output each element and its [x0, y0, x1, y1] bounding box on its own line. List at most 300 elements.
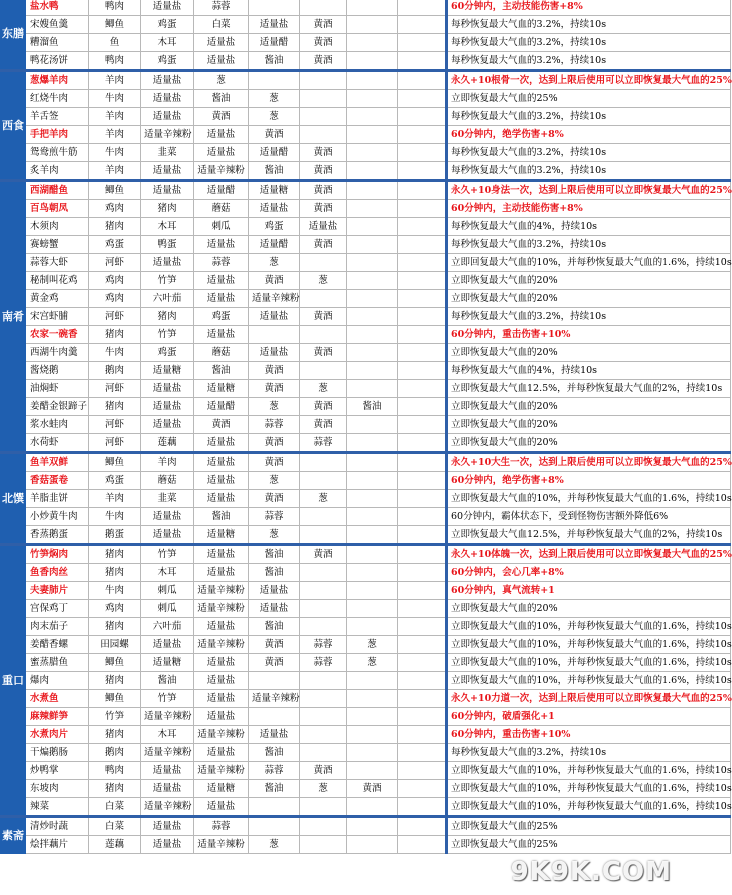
dish-effect: 每秒恢复最大气血的3.2%，持续10s	[447, 34, 731, 52]
dish-effect: 永久+10大生一次，达到上限后使用可以立即恢复最大气血的25%	[447, 453, 731, 472]
recipe-row	[1, 200, 731, 218]
ingredient-cell	[347, 600, 398, 618]
recipe-row	[1, 162, 731, 181]
ingredient-cell: 羊肉	[141, 453, 194, 472]
dish-name: 小炒黄牛肉	[26, 508, 89, 526]
ingredient-cell: 黄酒	[249, 636, 300, 654]
ingredient-cell: 猪肉	[89, 780, 141, 798]
dish-effect: 立即恢复最大气血的10%，并每秒恢复最大气血的1.6%，持续10s	[447, 636, 731, 654]
dish-effect: 每秒恢复最大气血的3.2%，持续10s	[447, 144, 731, 162]
ingredient-cell: 蒜蓉	[194, 254, 249, 272]
ingredient-cell	[347, 218, 398, 236]
ingredient-cell: 鸡肉	[89, 600, 141, 618]
ingredient-cell: 葱	[347, 636, 398, 654]
ingredient-cell	[347, 434, 398, 453]
recipe-row	[1, 545, 731, 564]
recipe-row	[1, 16, 731, 34]
ingredient-cell: 鸡蛋	[141, 52, 194, 71]
ingredient-cell	[347, 34, 398, 52]
ingredient-cell: 鸡肉	[89, 200, 141, 218]
ingredient-cell	[347, 508, 398, 526]
ingredient-cell: 鲫鱼	[89, 181, 141, 200]
dish-effect: 立即恢复最大气血的20%	[447, 272, 731, 290]
ingredient-cell: 适量糖	[141, 654, 194, 672]
ingredient-cell: 猪肉	[89, 218, 141, 236]
dish-effect: 立即恢复最大气血的20%	[447, 434, 731, 453]
recipe-row	[1, 726, 731, 744]
ingredient-cell: 田园螺	[89, 636, 141, 654]
ingredient-cell: 黄酒	[347, 780, 398, 798]
dish-effect: 立即回复最大气血的10%，并每秒恢复最大气血的1.6%，持续10s	[447, 254, 731, 272]
ingredient-cell	[398, 453, 447, 472]
ingredient-cell: 黄酒	[249, 434, 300, 453]
ingredient-cell: 蒜蓉	[194, 0, 249, 16]
ingredient-cell: 刺瓜	[141, 582, 194, 600]
dish-name: 干煸鹅肠	[26, 744, 89, 762]
ingredient-cell: 鸡肉	[89, 290, 141, 308]
ingredient-cell	[347, 582, 398, 600]
ingredient-cell: 鲫鱼	[89, 16, 141, 34]
ingredient-cell: 白菜	[194, 16, 249, 34]
ingredient-cell	[347, 254, 398, 272]
dish-name: 手把羊肉	[26, 126, 89, 144]
dish-effect: 每秒恢复最大气血的3.2%，持续10s	[447, 308, 731, 326]
ingredient-cell: 适量盐	[141, 380, 194, 398]
ingredient-cell	[398, 34, 447, 52]
dish-effect: 立即恢复最大气血的10%，并每秒恢复最大气血的1.6%，持续10s	[447, 780, 731, 798]
ingredient-cell: 河虾	[89, 416, 141, 434]
ingredient-cell	[398, 162, 447, 181]
dish-name: 盐水鸭	[26, 0, 89, 16]
dish-name: 肉末茄子	[26, 618, 89, 636]
dish-effect: 立即恢复最大气血的20%	[447, 290, 731, 308]
dish-name: 烩拌藕片	[26, 836, 89, 854]
ingredient-cell: 适量辛辣粉	[194, 600, 249, 618]
ingredient-cell: 河虾	[89, 254, 141, 272]
ingredient-cell: 酱油	[194, 362, 249, 380]
ingredient-cell: 猪肉	[89, 618, 141, 636]
ingredient-cell: 适量盐	[141, 162, 194, 181]
ingredient-cell: 黄酒	[300, 344, 347, 362]
ingredient-cell	[398, 472, 447, 490]
ingredient-cell: 黄酒	[300, 144, 347, 162]
ingredient-cell: 适量盐	[141, 254, 194, 272]
recipe-row	[1, 108, 731, 126]
ingredient-cell	[347, 798, 398, 817]
ingredient-cell: 竹笋	[141, 272, 194, 290]
ingredient-cell	[347, 416, 398, 434]
ingredient-cell: 适量辛辣粉	[194, 582, 249, 600]
ingredient-cell: 适量糖	[194, 526, 249, 545]
ingredient-cell	[398, 71, 447, 90]
recipe-row	[1, 600, 731, 618]
ingredient-cell: 竹笋	[141, 326, 194, 344]
ingredient-cell: 鸭肉	[89, 52, 141, 71]
ingredient-cell	[300, 564, 347, 582]
ingredient-cell	[300, 744, 347, 762]
ingredient-cell	[347, 162, 398, 181]
ingredient-cell	[398, 780, 447, 798]
ingredient-cell	[398, 762, 447, 780]
recipe-row	[1, 453, 731, 472]
ingredient-cell	[347, 472, 398, 490]
ingredient-cell: 羊肉	[89, 490, 141, 508]
ingredient-cell: 黄酒	[300, 200, 347, 218]
ingredient-cell: 适量盐	[249, 344, 300, 362]
dish-effect: 60分钟内，霸体状态下，受到怪物伤害额外降低6%	[447, 508, 731, 526]
ingredient-cell	[249, 817, 300, 836]
ingredient-cell	[347, 144, 398, 162]
ingredient-cell: 适量盐	[194, 564, 249, 582]
ingredient-cell	[300, 708, 347, 726]
ingredient-cell: 适量盐	[194, 708, 249, 726]
ingredient-cell	[300, 798, 347, 817]
ingredient-cell: 适量辛辣粉	[194, 762, 249, 780]
recipe-row	[1, 636, 731, 654]
recipe-row	[1, 654, 731, 672]
ingredient-cell	[347, 564, 398, 582]
ingredient-cell: 适量辛辣粉	[249, 690, 300, 708]
ingredient-cell: 鱼	[89, 34, 141, 52]
ingredient-cell	[249, 798, 300, 817]
ingredient-cell	[398, 582, 447, 600]
dish-name: 红烧牛肉	[26, 90, 89, 108]
dish-name: 油焖虾	[26, 380, 89, 398]
ingredient-cell	[398, 672, 447, 690]
ingredient-cell: 适量盐	[194, 236, 249, 254]
ingredient-cell	[398, 636, 447, 654]
ingredient-cell	[347, 526, 398, 545]
ingredient-cell: 蒜蓉	[249, 762, 300, 780]
ingredient-cell: 适量盐	[141, 0, 194, 16]
ingredient-cell	[347, 744, 398, 762]
ingredient-cell: 鸭肉	[89, 0, 141, 16]
ingredient-cell: 适量盐	[194, 690, 249, 708]
dish-name: 香蒸鹅蛋	[26, 526, 89, 545]
ingredient-cell	[300, 508, 347, 526]
dish-name: 西湖牛肉羹	[26, 344, 89, 362]
recipe-row	[1, 344, 731, 362]
ingredient-cell	[398, 564, 447, 582]
ingredient-cell: 适量糖	[249, 181, 300, 200]
dish-effect: 每秒恢复最大气血的3.2%，持续10s	[447, 744, 731, 762]
ingredient-cell: 鸡肉	[89, 272, 141, 290]
ingredient-cell: 适量盐	[141, 181, 194, 200]
ingredient-cell: 羊肉	[89, 71, 141, 90]
recipe-row	[1, 582, 731, 600]
ingredient-cell	[398, 290, 447, 308]
ingredient-cell: 鸡蛋	[141, 344, 194, 362]
ingredient-cell: 黄酒	[300, 762, 347, 780]
ingredient-cell	[398, 526, 447, 545]
dish-effect: 立即恢复最大气血的25%	[447, 836, 731, 854]
ingredient-cell: 河虾	[89, 434, 141, 453]
ingredient-cell: 适量盐	[141, 780, 194, 798]
dish-name: 羊舌签	[26, 108, 89, 126]
ingredient-cell: 适量盐	[194, 326, 249, 344]
ingredient-cell	[300, 672, 347, 690]
ingredient-cell: 适量盐	[141, 416, 194, 434]
ingredient-cell	[347, 52, 398, 71]
ingredient-cell	[300, 0, 347, 16]
dish-effect: 立即恢复最大气血的10%，并每秒恢复最大气血的1.6%，持续10s	[447, 762, 731, 780]
recipe-row	[1, 362, 731, 380]
ingredient-cell	[398, 836, 447, 854]
ingredient-cell: 木耳	[141, 726, 194, 744]
ingredient-cell: 黄酒	[249, 380, 300, 398]
ingredient-cell: 刺瓜	[141, 600, 194, 618]
ingredient-cell: 黄酒	[249, 272, 300, 290]
ingredient-cell	[347, 362, 398, 380]
ingredient-cell: 适量盐	[141, 636, 194, 654]
dish-effect: 60分钟内，绝学伤害+8%	[447, 472, 731, 490]
ingredient-cell: 黄酒	[300, 181, 347, 200]
ingredient-cell: 黄酒	[300, 308, 347, 326]
dish-name: 炙羊肉	[26, 162, 89, 181]
dish-name: 糟溜鱼	[26, 34, 89, 52]
ingredient-cell: 牛肉	[89, 144, 141, 162]
ingredient-cell: 适量醋	[249, 34, 300, 52]
recipe-row	[1, 52, 731, 71]
ingredient-cell	[347, 490, 398, 508]
dish-name: 西湖醋鱼	[26, 181, 89, 200]
ingredient-cell: 竹笋	[89, 708, 141, 726]
recipe-row	[1, 380, 731, 398]
ingredient-cell	[347, 817, 398, 836]
ingredient-cell: 葱	[300, 380, 347, 398]
dish-effect: 60分钟内，重击伤害+10%	[447, 726, 731, 744]
ingredient-cell: 蒜蓉	[194, 817, 249, 836]
ingredient-cell	[300, 472, 347, 490]
dish-effect: 立即恢复最大气血的25%	[447, 817, 731, 836]
ingredient-cell	[300, 817, 347, 836]
ingredient-cell: 六叶茄	[141, 618, 194, 636]
ingredient-cell	[398, 344, 447, 362]
ingredient-cell: 酱油	[249, 545, 300, 564]
ingredient-cell	[249, 326, 300, 344]
ingredient-cell: 适量盐	[194, 472, 249, 490]
ingredient-cell	[398, 254, 447, 272]
dish-effect: 立即恢复最大气血的10%，并每秒恢复最大气血的1.6%，持续10s	[447, 490, 731, 508]
dish-effect: 每秒恢复最大气血的3.2%，持续10s	[447, 162, 731, 181]
ingredient-cell: 适量醋	[249, 144, 300, 162]
dish-effect: 永久+10力道一次，达到上限后使用可以立即恢复最大气血的25%	[447, 690, 731, 708]
recipe-row	[1, 236, 731, 254]
ingredient-cell	[347, 272, 398, 290]
ingredient-cell: 鸭蛋	[141, 236, 194, 254]
ingredient-cell: 适量盐	[194, 434, 249, 453]
category-label: 南肴	[1, 181, 26, 453]
recipe-row	[1, 817, 731, 836]
recipe-row	[1, 398, 731, 416]
ingredient-cell: 适量盐	[141, 108, 194, 126]
ingredient-cell: 木耳	[141, 34, 194, 52]
ingredient-cell: 黄酒	[249, 126, 300, 144]
ingredient-cell: 鸭肉	[89, 762, 141, 780]
ingredient-cell	[300, 836, 347, 854]
ingredient-cell: 鲫鱼	[89, 453, 141, 472]
recipe-row	[1, 434, 731, 453]
recipe-row	[1, 508, 731, 526]
ingredient-cell	[398, 398, 447, 416]
ingredient-cell: 韭菜	[141, 490, 194, 508]
ingredient-cell: 酱油	[249, 780, 300, 798]
ingredient-cell: 牛肉	[89, 90, 141, 108]
category-label: 西食	[1, 71, 26, 181]
ingredient-cell: 适量盐	[194, 618, 249, 636]
ingredient-cell	[300, 126, 347, 144]
dish-name: 水荷虾	[26, 434, 89, 453]
ingredient-cell	[398, 90, 447, 108]
ingredient-cell: 酱油	[249, 162, 300, 181]
ingredient-cell	[398, 144, 447, 162]
recipe-row	[1, 181, 731, 200]
dish-effect: 立即恢复最大气血的25%	[447, 90, 731, 108]
ingredient-cell: 猪肉	[89, 564, 141, 582]
ingredient-cell: 黄酒	[300, 16, 347, 34]
ingredient-cell: 酱油	[249, 744, 300, 762]
ingredient-cell: 适量糖	[141, 362, 194, 380]
dish-effect: 每秒恢复最大气血的3.2%，持续10s	[447, 108, 731, 126]
ingredient-cell	[398, 362, 447, 380]
ingredient-cell: 猪肉	[141, 200, 194, 218]
dish-effect: 60分钟内，重击伤害+10%	[447, 326, 731, 344]
dish-name: 辣菜	[26, 798, 89, 817]
ingredient-cell: 酱油	[194, 90, 249, 108]
ingredient-cell: 适量辛辣粉	[194, 726, 249, 744]
ingredient-cell: 适量辛辣粉	[249, 290, 300, 308]
dish-effect: 60分钟内，会心几率+8%	[447, 564, 731, 582]
ingredient-cell: 蒜蓉	[300, 654, 347, 672]
ingredient-cell: 鸡蛋	[89, 236, 141, 254]
ingredient-cell	[300, 582, 347, 600]
ingredient-cell: 酱油	[249, 564, 300, 582]
recipe-row	[1, 618, 731, 636]
ingredient-cell: 木耳	[141, 218, 194, 236]
ingredient-cell: 适量盐	[141, 90, 194, 108]
ingredient-cell	[398, 545, 447, 564]
ingredient-cell: 蒜蓉	[300, 636, 347, 654]
ingredient-cell	[347, 126, 398, 144]
ingredient-cell: 黄酒	[194, 416, 249, 434]
ingredient-cell: 适量盐	[194, 272, 249, 290]
recipe-row	[1, 798, 731, 817]
ingredient-cell: 适量盐	[249, 308, 300, 326]
dish-name: 宋宫虾脯	[26, 308, 89, 326]
ingredient-cell: 适量盐	[194, 453, 249, 472]
recipe-row	[1, 272, 731, 290]
ingredient-cell: 适量辛辣粉	[141, 744, 194, 762]
recipe-row	[1, 71, 731, 90]
recipe-row	[1, 308, 731, 326]
ingredient-cell: 适量盐	[194, 744, 249, 762]
recipe-row	[1, 144, 731, 162]
category-label: 东膳	[1, 0, 26, 71]
recipe-row	[1, 490, 731, 508]
ingredient-cell	[347, 618, 398, 636]
ingredient-cell: 蒜蓉	[249, 508, 300, 526]
dish-name: 百鸟朝凤	[26, 200, 89, 218]
recipe-row	[1, 34, 731, 52]
dish-name: 清炒时蔬	[26, 817, 89, 836]
ingredient-cell	[398, 52, 447, 71]
dish-effect: 每秒恢复最大气血的4%，持续10s	[447, 218, 731, 236]
dish-name: 鱼香肉丝	[26, 564, 89, 582]
ingredient-cell	[398, 600, 447, 618]
ingredient-cell	[398, 380, 447, 398]
ingredient-cell: 羊肉	[89, 126, 141, 144]
ingredient-cell: 适量辛辣粉	[194, 836, 249, 854]
ingredient-cell: 黄酒	[300, 34, 347, 52]
ingredient-cell: 黄酒	[249, 654, 300, 672]
ingredient-cell	[347, 708, 398, 726]
ingredient-cell: 适量盐	[141, 817, 194, 836]
dish-name: 鸭花汤饼	[26, 52, 89, 71]
ingredient-cell: 黄酒	[300, 398, 347, 416]
ingredient-cell: 黄酒	[300, 162, 347, 181]
ingredient-cell: 六叶茄	[141, 290, 194, 308]
ingredient-cell: 适量盐	[141, 762, 194, 780]
dish-effect: 立即恢复最大气血的10%，并每秒恢复最大气血的1.6%，持续10s	[447, 654, 731, 672]
dish-effect: 60分钟内，主动技能伤害+8%	[447, 200, 731, 218]
site-watermark: 9K9K.COM	[510, 857, 672, 887]
ingredient-cell: 葱	[249, 90, 300, 108]
dish-name: 姜醋香螺	[26, 636, 89, 654]
dish-name: 麻辣鲜笋	[26, 708, 89, 726]
ingredient-cell: 适量盐	[249, 200, 300, 218]
ingredient-cell: 白菜	[89, 817, 141, 836]
ingredient-cell: 适量盐	[194, 545, 249, 564]
ingredient-cell: 蘑菇	[141, 472, 194, 490]
dish-name: 木须肉	[26, 218, 89, 236]
ingredient-cell	[300, 600, 347, 618]
ingredient-cell	[347, 672, 398, 690]
dish-name: 宫保鸡丁	[26, 600, 89, 618]
ingredient-cell	[398, 16, 447, 34]
ingredient-cell: 适量盐	[194, 126, 249, 144]
ingredient-cell: 猪肉	[89, 326, 141, 344]
ingredient-cell: 河虾	[89, 380, 141, 398]
ingredient-cell: 刺瓜	[194, 218, 249, 236]
ingredient-cell	[347, 690, 398, 708]
ingredient-cell	[300, 71, 347, 90]
ingredient-cell: 适量盐	[194, 144, 249, 162]
ingredient-cell	[347, 71, 398, 90]
dish-effect: 立即恢复最大气血的10%，并每秒恢复最大气血的1.6%，持续10s	[447, 798, 731, 817]
ingredient-cell: 黄酒	[249, 453, 300, 472]
ingredient-cell: 适量盐	[249, 582, 300, 600]
ingredient-cell: 适量醋	[249, 236, 300, 254]
dish-name: 东坡肉	[26, 780, 89, 798]
ingredient-cell	[398, 726, 447, 744]
ingredient-cell	[398, 817, 447, 836]
ingredient-cell	[398, 434, 447, 453]
ingredient-cell	[300, 690, 347, 708]
ingredient-cell: 木耳	[141, 564, 194, 582]
ingredient-cell: 适量辛辣粉	[194, 162, 249, 181]
ingredient-cell: 适量盐	[141, 836, 194, 854]
ingredient-cell: 适量盐	[249, 600, 300, 618]
ingredient-cell	[398, 744, 447, 762]
dish-name: 夫妻肺片	[26, 582, 89, 600]
dish-effect: 60分钟内，主动技能伤害+8%	[447, 0, 731, 16]
ingredient-cell	[398, 126, 447, 144]
ingredient-cell	[398, 108, 447, 126]
ingredient-cell	[249, 0, 300, 16]
ingredient-cell: 黄酒	[300, 236, 347, 254]
recipe-row	[1, 672, 731, 690]
ingredient-cell	[347, 308, 398, 326]
